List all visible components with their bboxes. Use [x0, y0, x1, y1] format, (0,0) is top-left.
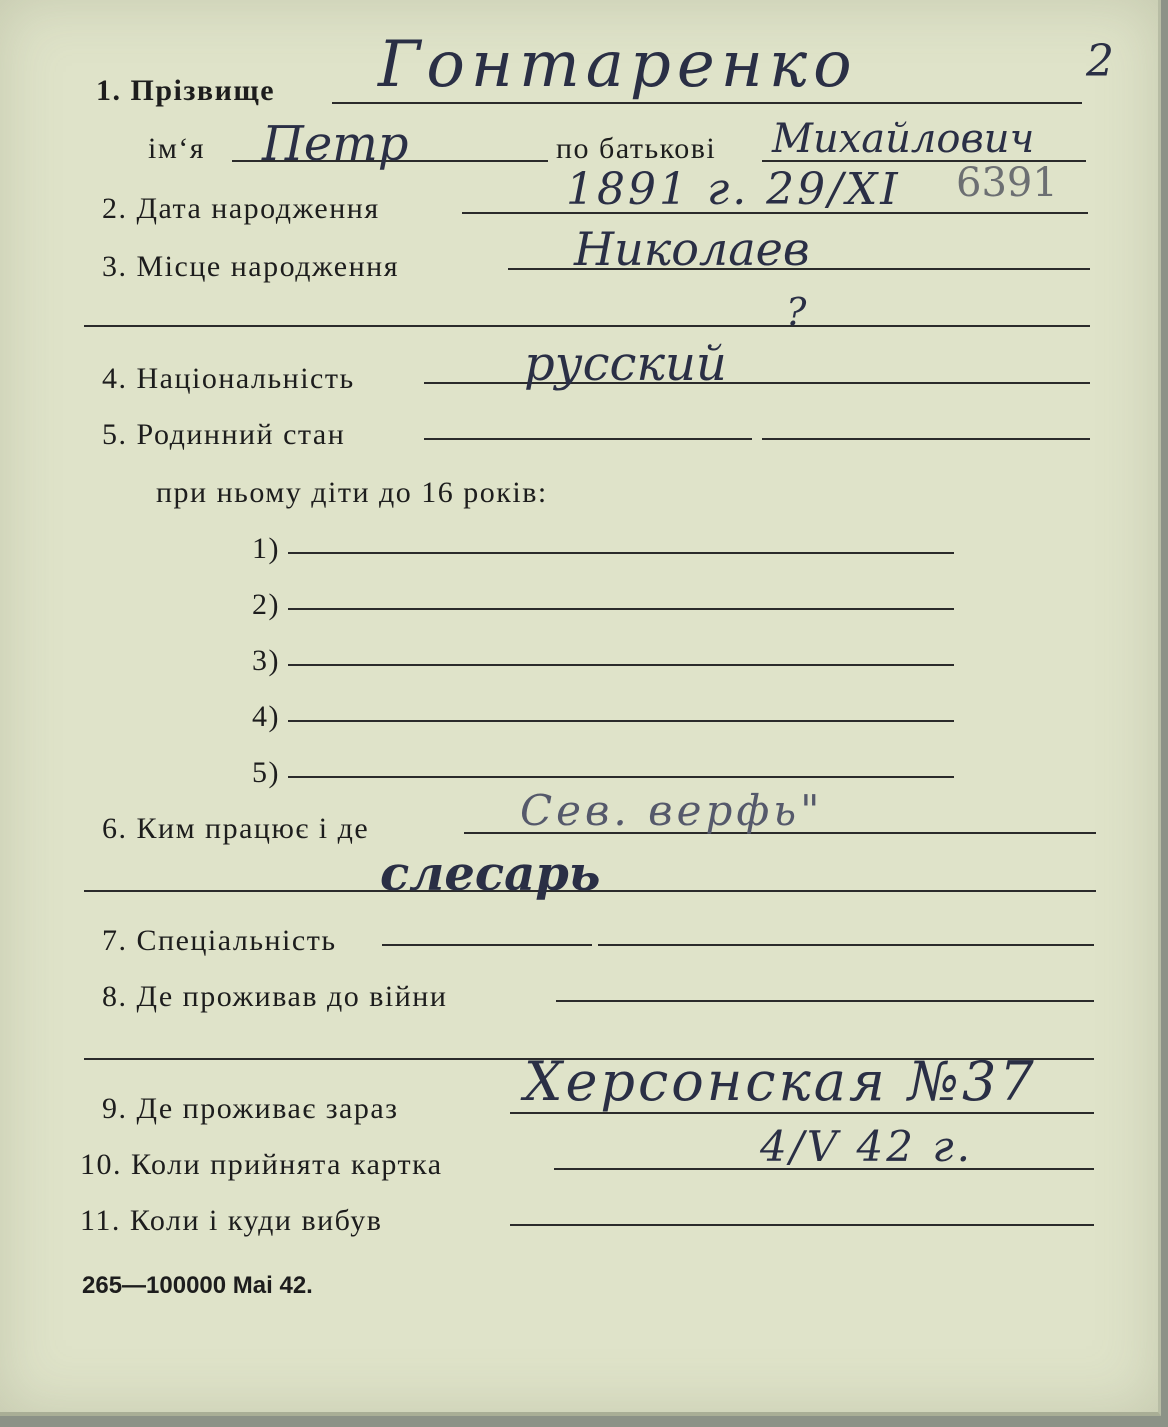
line-child-3: [288, 664, 954, 666]
handwritten-patronymic: Михайлович: [772, 116, 1035, 162]
label-nationality: 4. Національність: [102, 362, 355, 395]
label-child-2: 2): [252, 588, 280, 621]
line-surname: [332, 102, 1082, 104]
label-birth-place: 3. Місце народження: [102, 250, 400, 283]
label-children: при ньому діти до 16 років:: [156, 476, 548, 509]
line-marital-status-a: [424, 438, 752, 440]
label-surname: 1. Прізвище: [96, 74, 276, 107]
handwritten-first-name: Петр: [262, 116, 409, 172]
line-specialty-a: [382, 944, 592, 946]
line-departed: [510, 1224, 1094, 1226]
label-patronymic: по батькові: [556, 132, 717, 165]
line-prewar-residence: [556, 1000, 1094, 1002]
line-birth-place-2: [84, 325, 1090, 327]
label-marital-status: 5. Родинний стан: [102, 418, 346, 451]
line-marital-status-b: [762, 438, 1090, 440]
label-child-3: 3): [252, 644, 280, 677]
handwritten-record-number: 6391: [956, 160, 1058, 206]
label-current-residence: 9. Де проживає зараз: [102, 1092, 399, 1125]
handwritten-birth-date: 1891 г. 29/XI: [566, 164, 901, 215]
line-child-4: [288, 720, 954, 722]
handwritten-surname-mark: 2: [1086, 36, 1114, 87]
handwritten-surname: Гонтаренко: [378, 28, 858, 102]
handwritten-occupation: слесарь: [380, 846, 601, 902]
label-departed: 11. Коли і куди вибув: [80, 1204, 383, 1237]
handwritten-question-mark: ?: [786, 290, 807, 334]
handwritten-birth-place: Николаев: [574, 222, 810, 276]
handwritten-work-place: Сев. верфь": [520, 786, 824, 835]
line-child-1: [288, 552, 954, 554]
print-footer: 265—100000 Mai 42.: [82, 1272, 313, 1299]
label-card-accepted: 10. Коли прийнята картка: [80, 1148, 443, 1181]
handwritten-nationality: русский: [524, 336, 727, 392]
label-child-4: 4): [252, 700, 280, 733]
label-child-5: 5): [252, 756, 280, 789]
line-child-2: [288, 608, 954, 610]
label-first-name: ім‘я: [148, 132, 206, 165]
handwritten-card-date: 4/V 42 г.: [760, 1122, 973, 1171]
handwritten-current-address: Херсонская №37: [524, 1050, 1037, 1113]
label-prewar-residence: 8. Де проживав до війни: [102, 980, 448, 1013]
line-child-5: [288, 776, 954, 778]
label-child-1: 1): [252, 532, 280, 565]
label-birth-date: 2. Дата народження: [102, 192, 380, 225]
label-work: 6. Ким працює і де: [102, 812, 370, 845]
label-specialty: 7. Спеціальність: [102, 924, 337, 957]
line-specialty-b: [598, 944, 1094, 946]
